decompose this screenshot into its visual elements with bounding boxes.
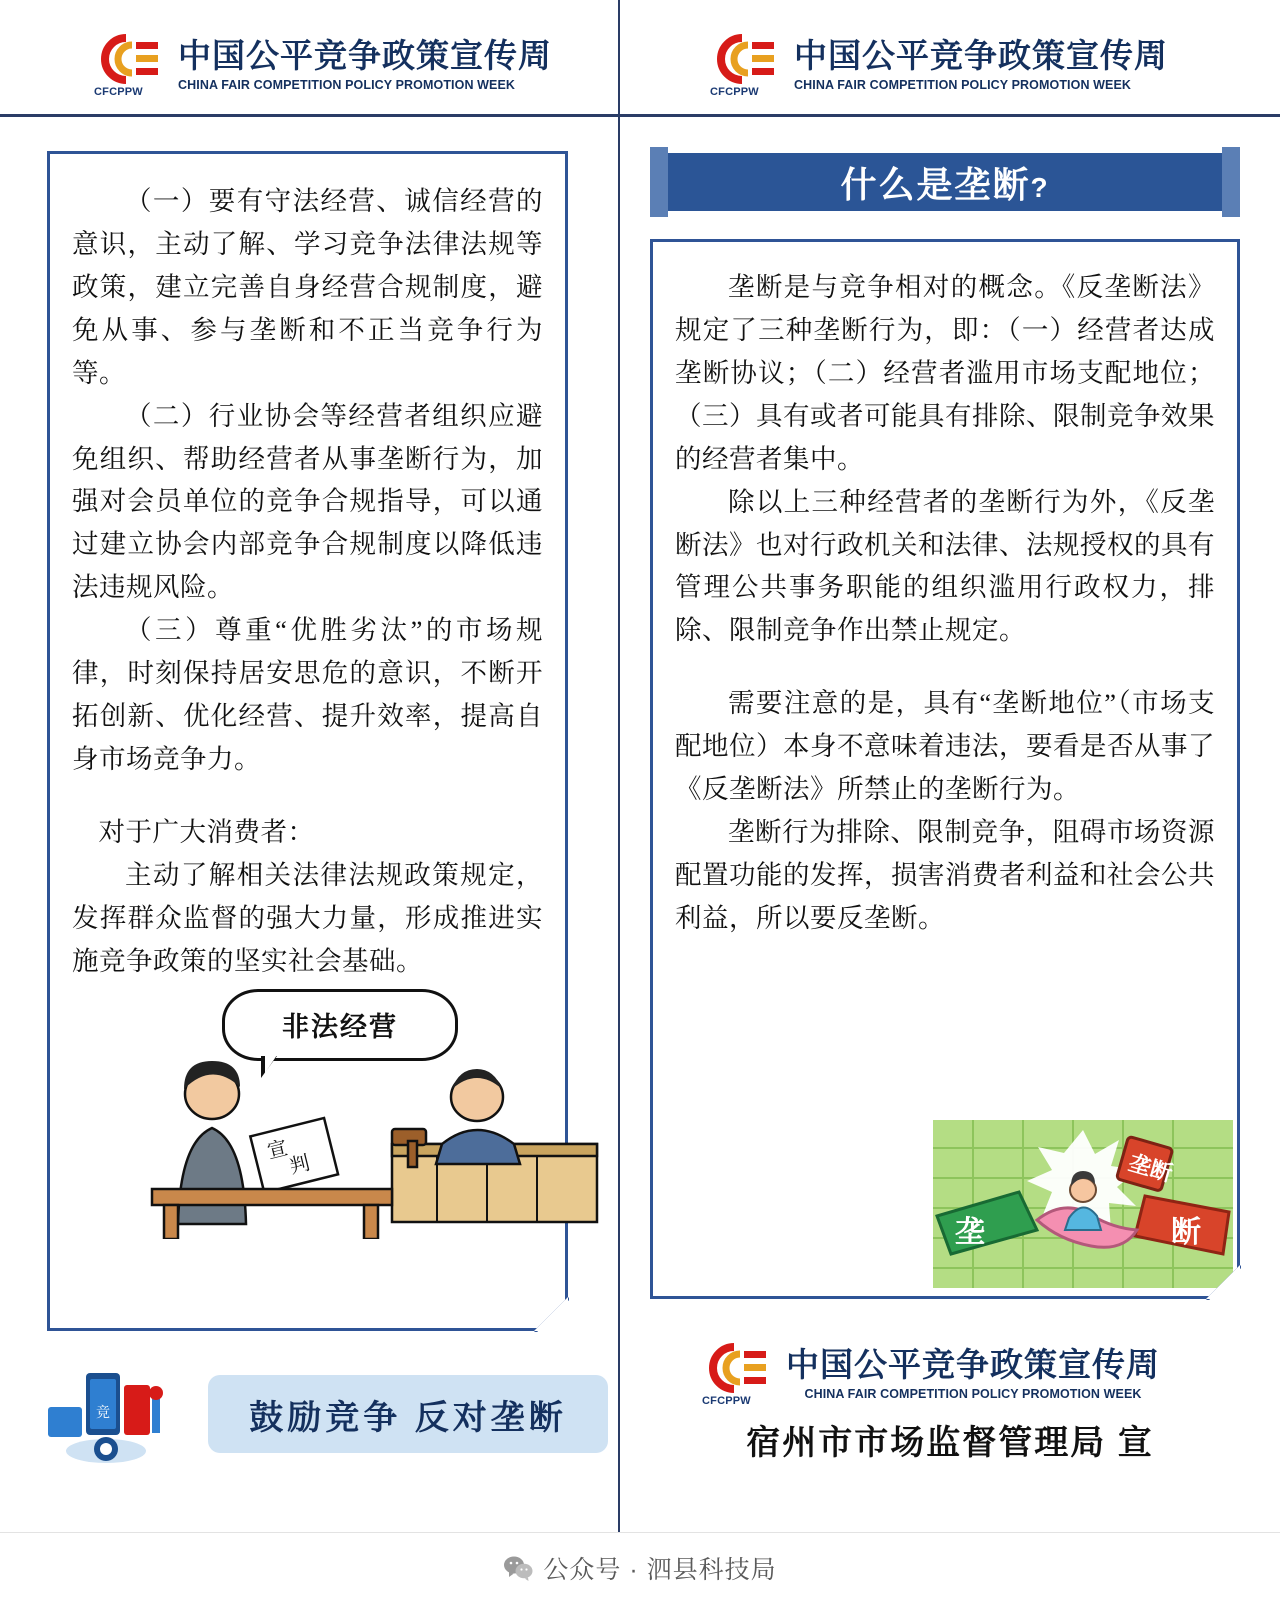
brand-title-en-3: CHINA FAIR COMPETITION POLICY PROMOTION WEEK [804,1386,1142,1401]
svg-text:断: 断 [1171,1216,1201,1249]
section-title-mark: ? [1030,171,1050,203]
court-trial-illustration [72,989,543,1239]
anti-monopoly-illustration [933,1120,1233,1288]
section-title [840,157,1049,208]
banner-end-right [1222,147,1240,217]
right-paragraph-3: 需要注意的是，具有“垄断地位”（市场支配地位）本身不意味着违法，要看是否从事了《反垄断法》所禁止的垄断行为。 [675,688,1215,805]
consumer-text: 主动了解相关法律法规政策规定，发挥群众监督的强大力量，形成推进实施竞争政策的坚实社会基础。 [72,859,543,976]
logo-arcs-icon [92,34,164,84]
left-footer [0,1331,618,1469]
brand-text-2 [794,38,1168,92]
brand-text [178,38,552,92]
footer-brand-header [620,1325,1280,1405]
court-scene-drawing [92,1049,612,1239]
brand-text-3 [786,1347,1160,1401]
cfcppw-logo-icon-2 [708,34,780,96]
logo-abbr-2: CFCPPW [710,86,759,98]
logo-abbr-3: CFCPPW [702,1395,751,1407]
left-paragraph-2: （二）行业协会等经营者组织应避免组织、帮助经营者从事垄断行为，加强对会员单位的竞争合规指导，可以通过建立协会内部竞争合规制度以降低违法违规风险。 [72,400,543,603]
cfcppw-logo-icon [92,34,164,96]
left-paragraph-1: （一）要有守法经营、诚信经营的意识，主动了解、学习竞争法律法规等政策，建立完善自身经营合规制度，避免从事、参与垄断和不正当竞争行为等。 [72,186,543,388]
section-title-text: 什么是垄断 [840,163,1031,205]
right-body-text [675,266,1215,940]
svg-text:垄断: 垄断 [1126,1150,1176,1187]
brand-title-cn: 中国公平竞争政策宣传周 [178,37,552,75]
right-footer [620,1299,1280,1464]
left-content-card [47,151,568,1331]
speech-bubble-text: 非法经营 [282,1012,398,1043]
right-header-rule [620,114,1280,117]
wechat-icon [503,1555,533,1581]
right-paragraph-2: 除以上三种经营者的垄断行为外，《反垄断法》也对行政机关和法律、法规授权的具有管理公共事务职能的组织滥用行政权力，排除、限制竞争作出禁止规定。 [675,486,1215,646]
consumer-heading: 对于广大消费者： [98,816,315,847]
cfcppw-logo-icon-3 [700,1343,772,1405]
right-paragraph-1: 垄断是与竞争相对的概念。《反垄断法》规定了三种垄断行为，即：（一）经营者达成垄断协议；（二）经营者滥用市场支配地位；（三）具有或者可能具有排除、限制竞争效果的经营者集中。 [675,272,1215,474]
issuing-bureau: 宿州市市场监督管理局 宣 [746,1424,1154,1462]
card-fold-corner [529,1292,569,1332]
slogan-text: 鼓励竞争 反对垄断 [249,1398,567,1437]
slogan-pill [208,1375,608,1453]
right-content-card [650,239,1240,1299]
brand-title-cn-3: 中国公平竞争政策宣传周 [786,1346,1160,1384]
logo-arcs-icon-3 [700,1343,772,1393]
left-brand-header [0,0,618,114]
svg-text:判: 判 [287,1151,313,1178]
left-panel [0,0,620,1532]
logo-arcs-icon-2 [708,34,780,84]
banner-main [668,153,1222,211]
svg-text:垄: 垄 [955,1216,985,1249]
logo-abbr: CFCPPW [94,86,143,98]
section-title-banner [650,147,1240,217]
left-body-text [72,180,543,983]
card-fold-corner-2 [1201,1260,1241,1300]
left-paragraph-3: （三）尊重“优胜劣汰”的市场规律，时刻保持居安思危的意识，不断开拓创新、优化经营、提升效率，提高自身市场竞争力。 [72,615,543,774]
digital-competition-artwork [40,1359,190,1469]
banner-end-left [650,147,668,217]
brand-title-en: CHINA FAIR COMPETITION POLICY PROMOTION WEEK [178,77,516,92]
svg-text:竞: 竞 [96,1404,110,1420]
svg-text:宣: 宣 [265,1136,290,1163]
left-header-rule [0,114,620,117]
brand-title-en-2: CHINA FAIR COMPETITION POLICY PROMOTION WEEK [794,77,1132,92]
right-panel [620,0,1280,1532]
brand-title-cn-2: 中国公平竞争政策宣传周 [794,37,1168,75]
wechat-account-label: 公众号 · 泗县科技局 [543,1556,777,1584]
right-paragraph-4: 垄断行为排除、限制竞争，阻碍市场资源配置功能的发挥，损害消费者利益和社会公共利益，所以要反垄断。 [675,817,1215,933]
wechat-bottom-bar [0,1532,1280,1603]
right-brand-header [620,0,1280,114]
monopoly-handshake-drawing [933,1120,1233,1288]
